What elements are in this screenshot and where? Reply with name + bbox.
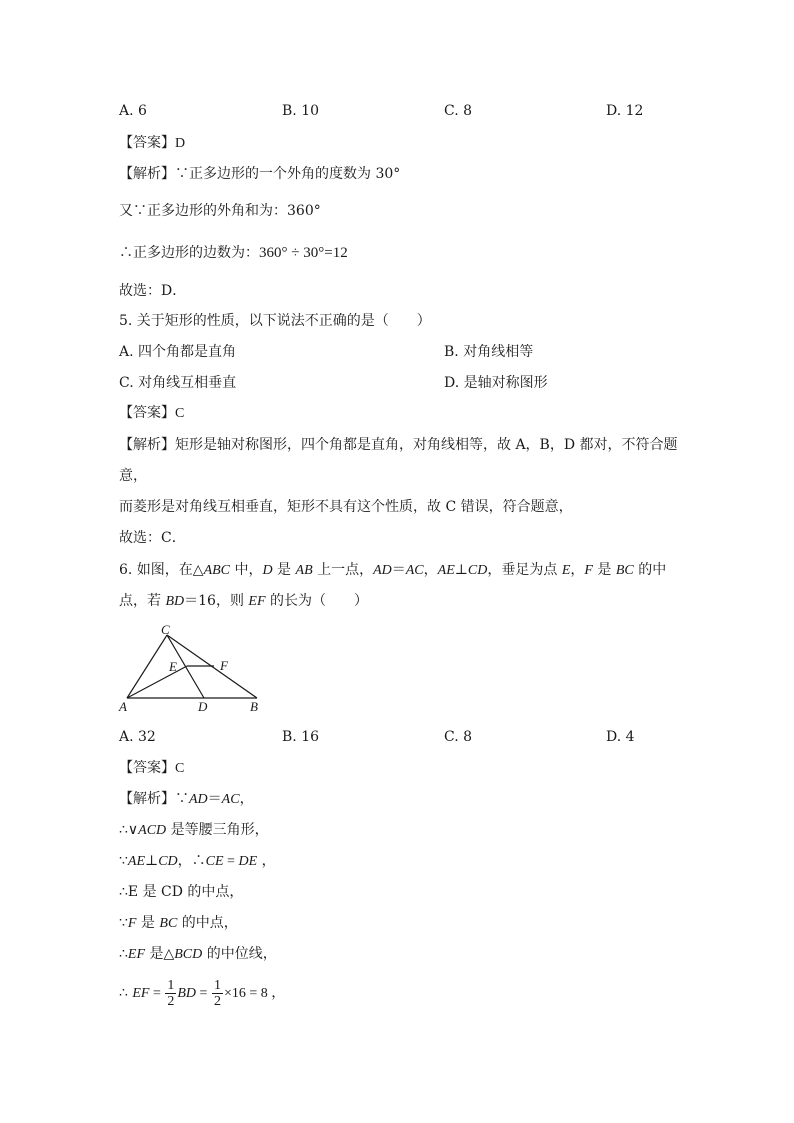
q4-answer: 【答案】D <box>119 135 186 151</box>
q6-analysis-step5: ∵F 是 BC 的中点， <box>119 915 238 931</box>
q5-stem: 5. 关于矩形的性质，以下说法不正确的是（ ） <box>119 313 431 329</box>
fraction-half-2: $\frac{1}{2}$ <box>213 977 221 1009</box>
q6-analysis-step1: 【解析】∵AD＝AC， <box>119 791 254 807</box>
q4-conclusion: 故选：D． <box>119 283 187 299</box>
q4-option-b: B. 10 <box>282 103 320 119</box>
q6-option-c: C. 8 <box>444 729 473 745</box>
segment-ae <box>127 666 187 698</box>
q6-option-b: B. 16 <box>282 729 320 745</box>
q6-analysis-step6: ∴EF 是△BCD 的中位线， <box>119 946 277 962</box>
label-b: B <box>250 699 258 714</box>
q6-option-d: D. 4 <box>606 729 635 745</box>
q6-analysis-step4: ∴E 是 CD 的中点， <box>119 884 244 900</box>
q5-analysis-line1: 【解析】矩形是轴对称图形，四个角都是直角，对角线相等，故 A，B，D 都对，不符合题 <box>119 437 678 453</box>
label-a: A <box>119 699 127 714</box>
fraction-half-1: $\frac{1}{2}$ <box>167 977 175 1009</box>
q4-option-c: C. 8 <box>444 103 473 119</box>
q5-analysis-line3: 而菱形是对角线互相垂直，矩形不具有这个性质，故 C 错误，符合题意， <box>119 499 573 515</box>
q4-analysis-line3: ∴正多边形的边数为：360° ÷ 30°=12 <box>119 245 348 261</box>
q6-stem-line1: 6. 如图，在△ABC 中，D 是 AB 上一点，AD＝AC，AE⊥CD，垂足为点 E，F 是 BC 的中 <box>119 562 667 578</box>
q5-option-a: A. 四个角都是直角 <box>119 344 237 360</box>
q6-option-a: A. 32 <box>119 729 156 745</box>
q5-answer: 【答案】C <box>119 405 185 421</box>
q5-conclusion: 故选：C． <box>119 530 186 546</box>
segment-ac <box>127 635 167 698</box>
q6-analysis-step7: ∴ EF = $\frac{1}{2}$ BD = $\frac{1}{2}$ ×16 = 8 ， <box>119 977 286 1009</box>
q5-option-d: D. 是轴对称图形 <box>444 375 548 391</box>
q5-option-b: B. 对角线相等 <box>444 344 534 360</box>
q6-analysis-step2: ∴∨ACD 是等腰三角形， <box>119 822 269 838</box>
q4-analysis-line1: 【解析】∵正多边形的一个外角的度数为 30° <box>119 166 401 182</box>
q6-triangle-figure <box>112 620 272 715</box>
q4-option-d: D. 12 <box>606 103 644 119</box>
q6-answer: 【答案】C <box>119 760 185 776</box>
q4-analysis-line2: 又∵正多边形的外角和为：360° <box>119 203 321 219</box>
q5-analysis-line2: 意， <box>119 468 147 484</box>
q6-stem-line2: 点，若 BD＝16，则 EF 的长为（ ） <box>119 593 368 609</box>
label-c: C <box>161 622 170 637</box>
label-e: E <box>169 659 177 674</box>
label-f: F <box>220 658 228 673</box>
q6-analysis-step3: ∵AE⊥CD，∴CE = DE ， <box>119 853 276 869</box>
q5-option-c: C. 对角线互相垂直 <box>119 375 237 391</box>
label-d: D <box>198 699 208 714</box>
q4-option-a: A. 6 <box>119 103 147 119</box>
